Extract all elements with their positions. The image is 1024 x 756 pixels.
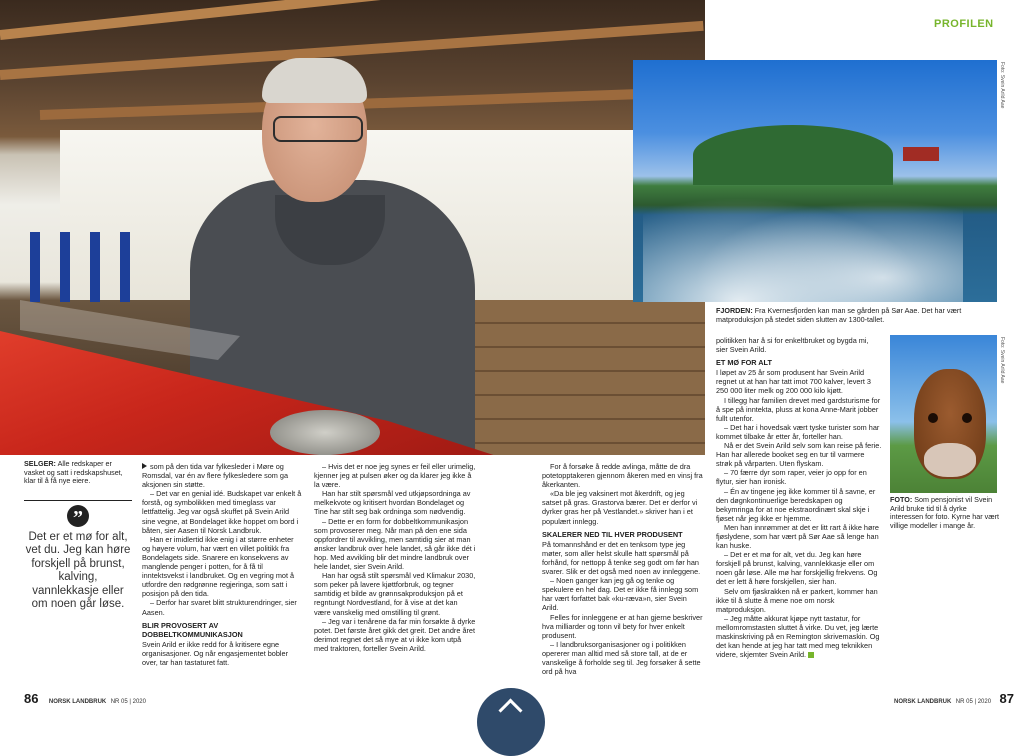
paragraph: – Det er et mø for alt, vet du. Jeg kan høre forskjell på brunst, kalving, vannlekkasje eller om noen går løse. Alle mø har forskjellig frekvens. Og det er lett å høre forskjellen, sier han. (716, 550, 878, 587)
paragraph: som på den tida var fylkesleder i Møre og Romsdal, var én av flere fylkesledere som ga aksjonen sin støtte. (142, 462, 289, 490)
cow-eye (962, 413, 972, 423)
footer-right (894, 690, 1014, 708)
caption-text: Som pensjonist vil Svein Arild bruke tid til å dyrke interessen for foto. Kyrne har vært villige modeller i mange år. (890, 495, 1000, 530)
paragraph: – I landbruksorganisasjoner og i politikken opererer man alltid med så store tall, at de er vanskelige å forholde seg til. Jeg forsøker å sette ord på hva (542, 639, 701, 677)
fjord-caption (716, 307, 998, 324)
paragraph: – Det har i hovedsak vært tyske turister som har kommet tilbake år etter år, forteller han. (716, 422, 880, 441)
blue-equipment (30, 232, 150, 302)
paragraph: I løpet av 25 år som produsent har Svein Arild regnet ut at han har tatt imot 700 kalver, levert 3 250 000 liter melk og 200 000 kilo kjøtt. (716, 368, 871, 396)
caption-label: FOTO: (890, 495, 913, 504)
hill (693, 125, 893, 185)
paragraph: For å forsøke å redde avlinga, måtte de dra potetopptakeren gjennom åkeren med en vinsj fra åkerkanten. (542, 462, 703, 490)
photo-credit: Foto: Svein Arild Aae (999, 337, 1005, 384)
cow-muzzle (924, 443, 976, 477)
paragraph: I tillegg har familien drevet med gardsturisme for å spe på inntekta, pluss at kona Anne-Marit jobber fullt utenfor. (716, 395, 881, 423)
paragraph: Men han innrømmer at det er litt rart å ikke høre fjøslydene, som har vært på Sør Aae så lenge han kan huske. (716, 522, 879, 551)
paragraph: På tomannshånd er det en tenksom type jeg møter, som aller helst skulle hatt spørsmål på forhånd, for nettopp å tenke seg godt om før han svarer. Slik er det også med noen av innleggene. (542, 539, 701, 577)
section-label: PROFILEN (934, 18, 994, 30)
article-column-2 (314, 462, 476, 653)
caption-text: Fra Kvernesfjorden kan man se gården på Sør Aae. Det har vært matproduksjon på stedet siden slutten av 1300-tallet. (716, 306, 962, 324)
cow-eye (928, 413, 938, 423)
wood-wall (470, 300, 705, 455)
paragraph: Nå er det Svein Arild selv som kan reise på ferie. Han har allerede booket seg en tur til varmere strøk på vårparten. Uten flyskam. (716, 441, 882, 469)
quote-icon: ” (67, 505, 89, 527)
caption-label: SELGER: (24, 459, 56, 468)
paragraph: Felles for innleggene er at han gjerne beskriver hva milliarder og tonn vil bety for hver enkelt produsent. (542, 612, 703, 640)
machinery-cap (270, 410, 380, 455)
paragraph: Han har stilt spørsmål ved utkjøpsordninga av melkekvote og kritisert hvordan Bondelaget og Tine har stilt seg bak ordninga som nødvendig. (314, 489, 471, 517)
paragraph: «Da ble jeg vaksinert mot åkerdrift, og jeg satset på gras. Grastorva bærer. Det er derfor vi dyrker gras her på Vestlandet.» skriver han i et populært innlegg. (542, 489, 698, 526)
article-column-1 (142, 462, 302, 667)
article-column-4 (716, 336, 882, 659)
cow-photo (890, 335, 997, 493)
paragraph: Han er imidlertid ikke enig i at større enheter og høyere volum, har vært en villet politikk fra Bondelagets side. Snarere en konsekvens av manglende penger i potten, for å få til inntektsvekst i landbruket. Og en vegring mot å utfordre den rødgrønne regjeringa, som satt i posisjon på den tida. (142, 534, 295, 599)
caption-label: FJORDEN: (716, 306, 753, 315)
subheading: ET MØ FOR ALT (716, 358, 772, 368)
caption-text: Alle redskaper er vasket og satt i redskapshuset, klar til å få nye eiere. (24, 459, 123, 486)
article-column-3 (542, 462, 704, 676)
magazine-name: NORSK LANDBRUK (894, 699, 952, 705)
issue-number: NR 05 | 2020 (955, 699, 992, 705)
cow-caption (890, 496, 1000, 530)
person-hair (262, 58, 367, 103)
glasses-icon (273, 116, 363, 142)
subheading: SKALERER NED TIL HVER PRODUSENT (542, 529, 683, 539)
paragraph: – Dette er en form for dobbeltkommunikasjon som provoserer meg. Når man på den ene sida oppfordrer til avvikling, men samtidig sier at man ønsker landbruk over hele landet, så går ikke dét i hop. Med avvikling blir det mindre landbruk over hele landet, sier Svein Arild. (314, 516, 476, 572)
paragraph: – 70 færre dyr som raper, veier jo opp for en flytur, sier han ironisk. (716, 468, 867, 487)
farm-building (903, 147, 939, 161)
paragraph: – Noen ganger kan jeg gå og tenke og spekulere en hel dag. Det er ikke få innlegg som har vært forfattet bak «ku-ræva»n, sier Svein Arild. (542, 576, 699, 613)
paragraph: Svein Arild er ikke redd for å kritisere egne organisasjoner. Og når engasjementet bobler over, tar han tastaturet fatt. (142, 639, 289, 667)
page-number: 86 (24, 691, 39, 706)
paragraph: politikken har å si for enkeltbruket og bygda mi, sier Svein Arild. (716, 336, 869, 355)
photo-credit: Foto: Svein Arild Aae (999, 62, 1005, 109)
footer-left (24, 690, 146, 708)
paragraph: – Jeg var i tenårene da far min forsøkte å dyrke potet. Det første året gikk det greit. Det andre året derimot regnet det så mye at vi ikke kom utpå med traktoren, forteller Svein Arild. (314, 616, 476, 653)
boat-wake (643, 180, 963, 302)
magazine-name: NORSK LANDBRUK (48, 699, 107, 705)
fjord-photo (633, 60, 997, 302)
end-mark-icon (808, 652, 814, 658)
paragraph: – Hvis det er noe jeg synes er feil eller urimelig, kjenner jeg at pulsen øker og da klarer jeg ikke å la være. (314, 462, 476, 490)
paragraph: – Det var en genial idé. Budskapet var enkelt å forstå, og symbolikken med timeglass var lettfattelig. Jeg var også skuffet på Svein Arild sine vegne, at Bondelaget ikke hoppet om bord i båten, sier Aasen til Norsk Landbruk. (142, 489, 302, 535)
page-number: 87 (999, 691, 1014, 706)
pull-quote: Det er et mø for alt, vet du. Jeg kan høre forskjell på brunst, kalving, vannlekkasje eller om noen går løse. (24, 500, 132, 611)
paragraph: – Jeg måtte akkurat kjøpe nytt tastatur, for mellomromstasten sluttet å virke. Du vet, jeg lærte maskinskriving på en Remington skrivemaskin. Og det kan hende at jeg har tatt med meg teknikken videre, skjemter Svein Arild. (716, 613, 880, 660)
subheading: BLIR PROVOSERT AV DOBBELTKOMMUNIKASJON (142, 620, 243, 639)
paragraph: – Én av tingene jeg ikke kommer til å savne, er den døgnkontinuerlige beredskapen og bekymringa for at noe ekstraordinært skal skje i fjøset når jeg ikke er hjemme. (716, 486, 876, 523)
paragraph: Selv om fjøskrakken nå er parkert, kommer han ikke til å slutte å mene noe om norsk matproduksjon. (716, 586, 878, 614)
issue-number: NR 05 | 2020 (110, 699, 146, 705)
paragraph: Han har også stilt spørsmål ved Klimakur 2030, som peker på lavere kjøttforbruk, og tegner samtidig et bilde av grønnsakproduksjon på et regntungt Nordvestland, for å vise at det kan være vanskelig med omstilling til grønt. (314, 571, 476, 617)
hero-caption (24, 460, 132, 486)
continue-icon (142, 463, 147, 469)
hero-photo (0, 0, 705, 455)
paragraph: – Derfor har svaret blitt strukturendringer, sier Aasen. (142, 598, 297, 617)
